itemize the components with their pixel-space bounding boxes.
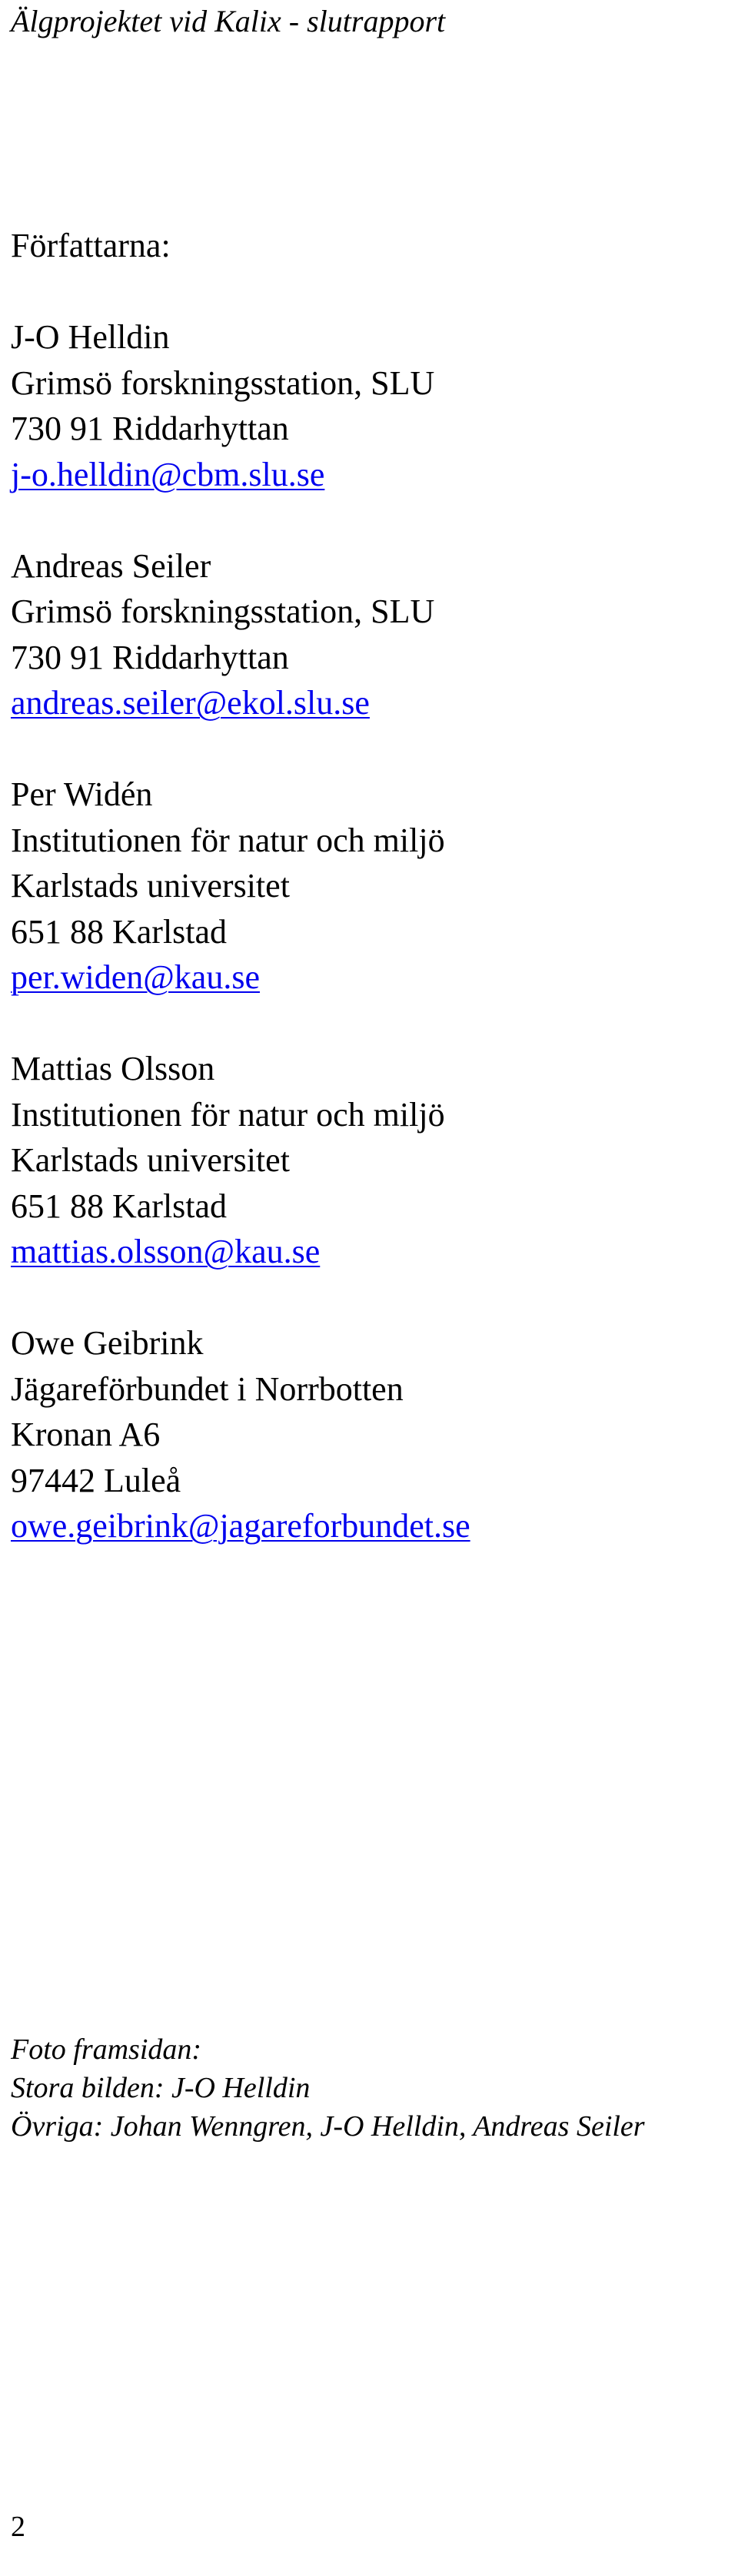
author-name: Per Widén: [11, 775, 153, 813]
author-name: Mattias Olsson: [11, 1050, 215, 1087]
author-affiliation: Grimsö forskningsstation, SLU: [11, 593, 435, 630]
author-name: Owe Geibrink: [11, 1324, 204, 1362]
photo-credits-heading: Foto framsidan:: [11, 2033, 202, 2066]
author-address: 730 91 Riddarhyttan: [11, 638, 289, 676]
author-affiliation: Jägareförbundet i Norrbotten: [11, 1369, 404, 1408]
author-address: 97442 Luleå: [11, 1461, 181, 1499]
authors-section: [11, 223, 470, 1549]
author-name: J-O Helldin: [11, 318, 170, 356]
author-address: 651 88 Karlstad: [11, 1187, 228, 1225]
author-address: 730 91 Riddarhyttan: [11, 410, 289, 447]
page-number: 2: [11, 2511, 25, 2543]
photo-credits: [11, 2030, 645, 2146]
author-email-link[interactable]: per.widen@kau.se: [11, 958, 260, 996]
author-email-link[interactable]: andreas.seiler@ekol.slu.se: [11, 684, 370, 722]
photo-credit-others: Övriga: Johan Wenngren, J-O Helldin, Andreas Seiler: [11, 2110, 645, 2143]
author-affiliation: Karlstads universitet: [11, 867, 290, 905]
authors-heading: Författarna:: [11, 227, 171, 264]
author-email-link[interactable]: j-o.helldin@cbm.slu.se: [11, 455, 325, 493]
author-name: Andreas Seiler: [11, 546, 211, 585]
author-department: Institutionen för natur och miljö: [11, 1095, 445, 1134]
running-header: Älgprojektet vid Kalix - slutrapport: [11, 4, 446, 38]
author-affiliation: Karlstads universitet: [11, 1141, 290, 1179]
author-email-link[interactable]: owe.geibrink@jagareforbundet.se: [11, 1507, 470, 1545]
author-street: Kronan A6: [11, 1416, 161, 1453]
author-affiliation: Grimsö forskningsstation, SLU: [11, 363, 435, 402]
photo-credit-main: Stora bilden: J-O Helldin: [11, 2072, 311, 2104]
author-department: Institutionen för natur och miljö: [11, 821, 445, 859]
author-address: 651 88 Karlstad: [11, 912, 228, 951]
author-email-link[interactable]: mattias.olsson@kau.se: [11, 1233, 321, 1270]
